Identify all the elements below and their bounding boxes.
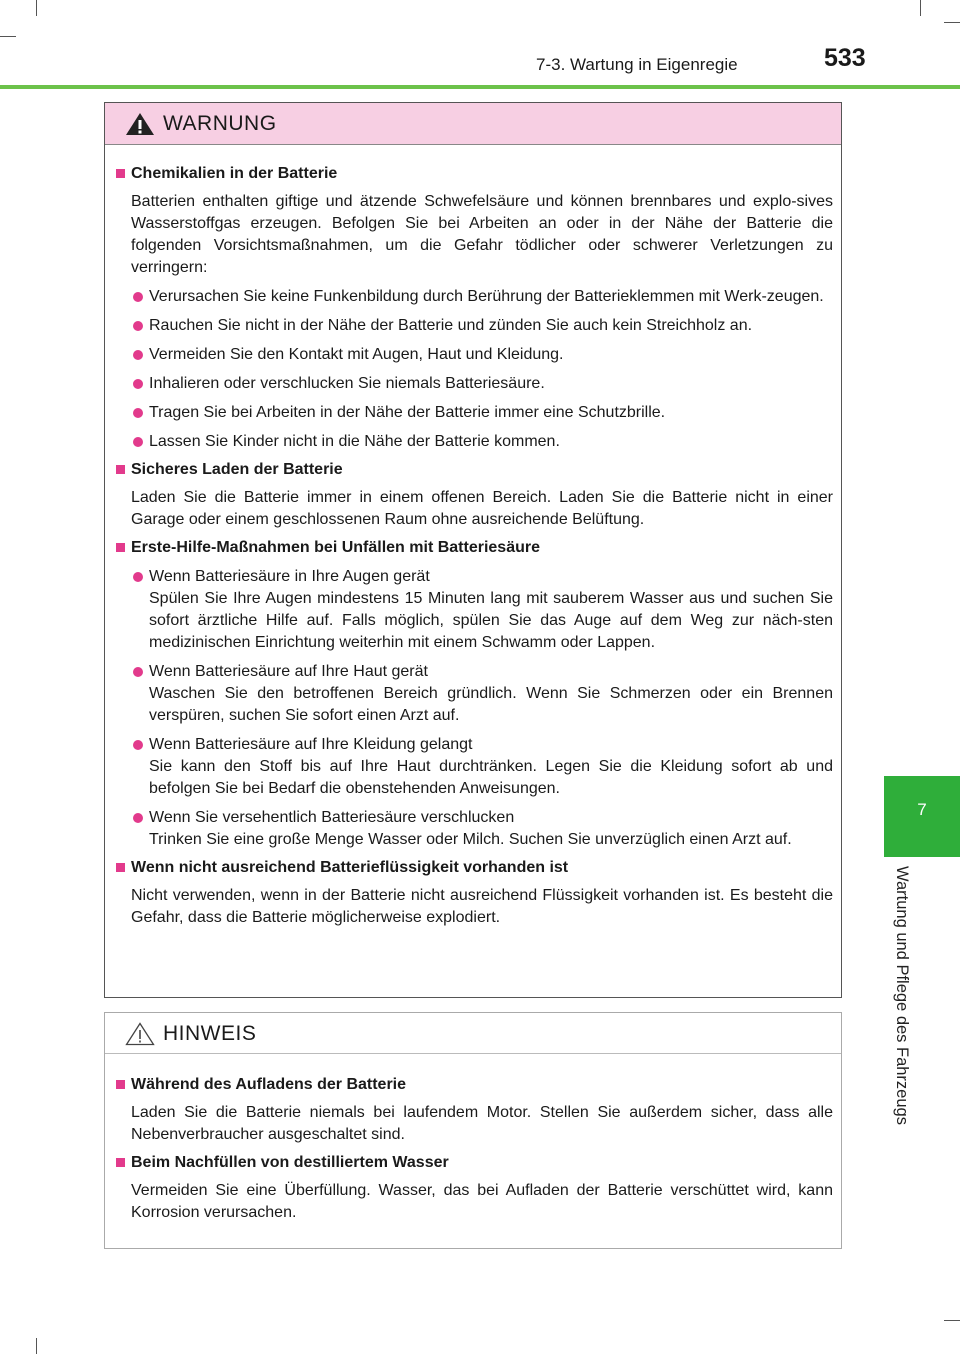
list-item xyxy=(114,566,833,654)
notice-title: HINWEIS xyxy=(163,1022,257,1045)
item-text: Waschen Sie den betroffenen Bereich gründlich. Wenn Sie Schmerzen oder ein Brennen verspüren, suchen Sie sofort einen Arzt auf. xyxy=(149,685,833,724)
section-heading: Während des Aufladens der Batterie xyxy=(114,1074,833,1096)
section-text: Laden Sie die Batterie niemals bei laufendem Motor. Stellen Sie außerdem sicher, dass alle Nebenverbraucher ausgeschaltet sind. xyxy=(131,1104,833,1143)
list-item xyxy=(114,661,833,727)
crop-mark xyxy=(920,0,921,16)
list-item: Lassen Sie Kinder nicht in die Nähe der Batterie kommen. xyxy=(114,431,833,453)
section-heading: Wenn nicht ausreichend Batterieflüssigkeit vorhanden ist xyxy=(114,857,833,879)
crop-mark xyxy=(944,1320,960,1321)
section-heading: Erste-Hilfe-Maßnahmen bei Unfällen mit Batteriesäure xyxy=(114,537,833,559)
crop-mark xyxy=(36,0,37,16)
item-text: Trinken Sie eine große Menge Wasser oder Milch. Suchen Sie unverzüglich einen Arzt auf. xyxy=(149,831,792,848)
list-item xyxy=(114,807,833,851)
list-item xyxy=(114,734,833,800)
list-item: Vermeiden Sie den Kontakt mit Augen, Haut und Kleidung. xyxy=(114,344,833,366)
list-item: Tragen Sie bei Arbeiten in der Nähe der Batterie immer eine Schutzbrille. xyxy=(114,402,833,424)
section-text: Laden Sie die Batterie immer in einem offenen Bereich. Laden Sie die Batterie nicht in einer Garage oder einem geschlossenen Raum ohne ausreichende Belüftung. xyxy=(131,489,833,528)
section-text: Nicht verwenden, wenn in der Batterie nicht ausreichend Flüssigkeit vorhanden ist. Es besteht die Gefahr, dass die Batterie möglicherweise explodiert. xyxy=(131,887,833,926)
crop-mark xyxy=(0,36,16,37)
item-title: Wenn Batteriesäure auf Ihre Haut gerät xyxy=(149,663,428,680)
list-item: Inhalieren oder verschlucken Sie niemals Batteriesäure. xyxy=(114,373,833,395)
list-item: Verursachen Sie keine Funkenbildung durch Berührung der Batterieklemmen mit Werk-zeugen. xyxy=(114,286,833,308)
section-text: Vermeiden Sie eine Überfüllung. Wasser, das bei Aufladen der Batterie verschüttet wird, kann Korrosion verursachen. xyxy=(131,1182,833,1221)
section-heading: Chemikalien in der Batterie xyxy=(114,163,833,185)
warning-triangle-icon xyxy=(125,112,155,136)
item-title: Wenn Sie versehentlich Batteriesäure verschlucken xyxy=(149,809,515,826)
notice-box xyxy=(104,1012,842,1249)
warning-header xyxy=(105,103,841,145)
page-number: 533 xyxy=(824,44,866,72)
warning-title: WARNUNG xyxy=(163,112,277,135)
warning-box xyxy=(104,102,842,998)
notice-header xyxy=(105,1013,841,1054)
item-text: Spülen Sie Ihre Augen mindestens 15 Minuten lang mit sauberem Wasser aus und suchen Sie sofort ärztliche Hilfe auf. Falls möglich, spülen Sie das Auge auf dem Weg zur näch-sten medizinischen Einrichtung weiterhin mit einem Schwamm oder Lappen. xyxy=(149,590,833,651)
notice-body xyxy=(105,1054,841,1224)
item-title: Wenn Batteriesäure in Ihre Augen gerät xyxy=(149,568,430,585)
section-text: Batterien enthalten giftige und ätzende Schwefelsäure und können brennbares und explo-sives Wasserstoffgas erzeugen. Befolgen Sie bei Arbeiten an oder in der Nähe der Batterie die folgenden Vorsichtsmaßnahmen, um die Gefahr tödlicher oder schwerer Verletzungen zu verringern: xyxy=(131,193,833,276)
warning-body xyxy=(105,145,841,929)
chapter-tab xyxy=(884,776,960,857)
running-header-section: 7-3. Wartung in Eigenregie xyxy=(536,55,738,74)
section-heading: Beim Nachfüllen von destilliertem Wasser xyxy=(114,1152,833,1174)
header-rule xyxy=(0,85,960,89)
caution-triangle-outline-icon xyxy=(125,1022,155,1046)
item-text: Sie kann den Stoff bis auf Ihre Haut durchtränken. Legen Sie die Kleidung sofort ab und befolgen Sie bei Bedarf die obenstehenden Anweisungen. xyxy=(149,758,833,797)
chapter-number: 7 xyxy=(917,800,927,819)
item-title: Wenn Batteriesäure auf Ihre Kleidung gelangt xyxy=(149,736,473,753)
crop-mark xyxy=(944,22,960,23)
crop-mark xyxy=(36,1338,37,1354)
section-heading: Sicheres Laden der Batterie xyxy=(114,459,833,481)
chapter-title: Wartung und Pflege des Fahrzeugs xyxy=(893,866,911,1125)
list-item: Rauchen Sie nicht in der Nähe der Batterie und zünden Sie auch kein Streichholz an. xyxy=(114,315,833,337)
